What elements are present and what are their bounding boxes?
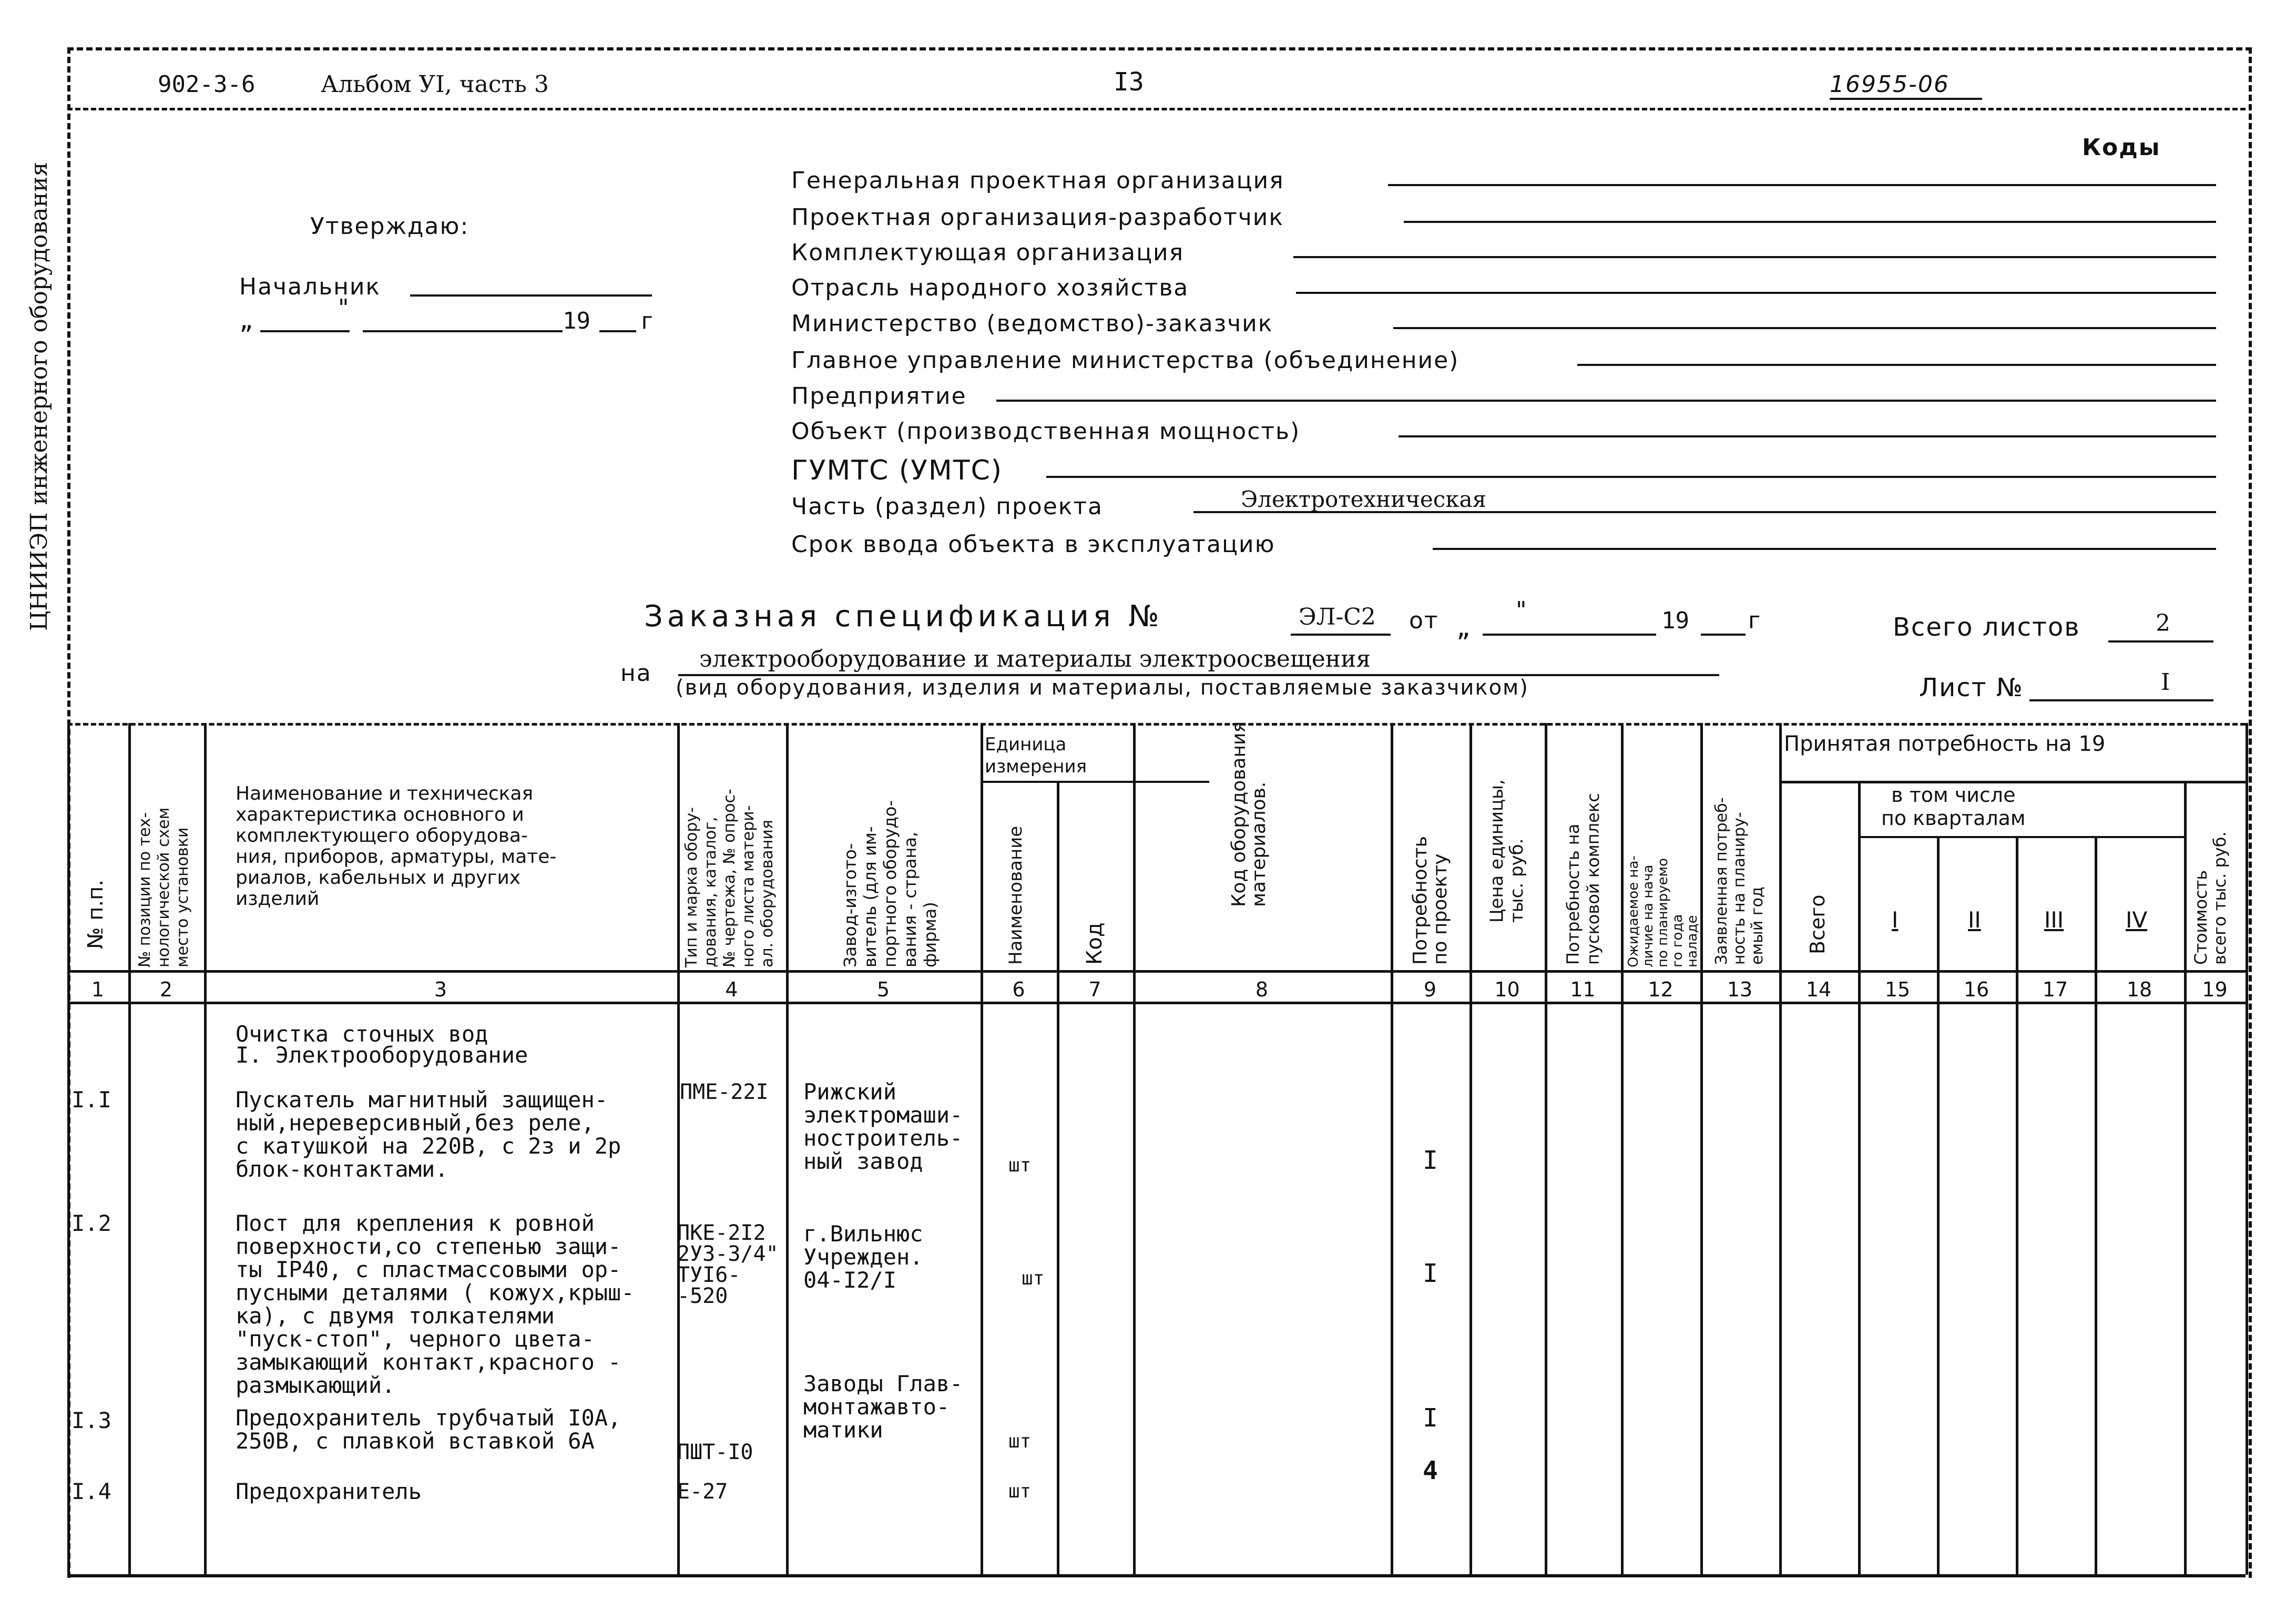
- table-top-line: [67, 723, 2246, 726]
- field-design-org: Проектная организация-разработчик: [791, 204, 1284, 231]
- col-number: 1: [91, 978, 105, 1001]
- col-number: 7: [1088, 978, 1101, 1001]
- approval-position: Начальник: [239, 273, 381, 300]
- approval-open-quote: „: [239, 308, 253, 334]
- doc-code: 902-3-6: [158, 71, 256, 98]
- row-number: I.I: [72, 1087, 111, 1113]
- header-q2: II: [1968, 907, 1981, 933]
- field-main-department: Главное управление министерства (объединение): [791, 347, 1460, 374]
- col-line: [204, 723, 207, 1575]
- field-general-org: Генеральная проектная организация: [791, 167, 1284, 194]
- field-supply-org: Комплектующая организация: [791, 239, 1185, 266]
- unit-group-line: [981, 781, 1209, 783]
- approval-title: Утверждаю:: [310, 213, 470, 240]
- header-accepted: Принятая потребность на 19: [1784, 732, 2106, 756]
- header-unit-code: Код: [1083, 922, 1107, 965]
- approval-year-line: [599, 330, 636, 332]
- total-sheets-line: [2108, 640, 2213, 643]
- field-line: [1296, 292, 2216, 294]
- specification-table: [67, 723, 2246, 1575]
- row-number: I.3: [72, 1408, 111, 1433]
- row-type: ПШТ-I0: [677, 1440, 753, 1464]
- row-name: Пост для крепления к ровной поверхности,со степенью защи- ты IP40, с пластмассовыми ор- пусными деталями ( кожух,крыш- ка), с двумя толкателями "пуск-стоп", черного цвета- замыкающий контакт,красного - размыкающий.: [236, 1210, 635, 1398]
- header-need-project: Потребность по проекту: [1410, 836, 1451, 965]
- col-number: 19: [2202, 978, 2228, 1001]
- col-number: 14: [1805, 978, 1832, 1001]
- col-line: [128, 723, 131, 1575]
- col-line: [1391, 723, 1393, 1575]
- row-name: Предохранитель: [236, 1479, 422, 1504]
- row-unit: шт: [1008, 1481, 1032, 1502]
- side-organization-label: ЦНИИЭП инженерного оборудования: [26, 161, 53, 631]
- field-line: [1393, 327, 2216, 329]
- header-q4: IV: [2126, 907, 2148, 933]
- col-number: 15: [1884, 978, 1911, 1001]
- header-equipment-code: Код оборудования материалов.: [1228, 721, 1270, 907]
- header-type: Тип и марка обору- дования, каталог, № чертежа, № опрос- ного листа матери- ал. оборудования: [682, 789, 777, 967]
- spec-close-quote: ": [1514, 597, 1528, 624]
- row-qty: I: [1423, 1403, 1438, 1433]
- col-line: [2016, 836, 2018, 1575]
- col-line: [1858, 781, 1861, 1575]
- header-q3: III: [2044, 907, 2064, 933]
- spec-open-quote: „: [1456, 615, 1471, 642]
- col-number: 17: [2042, 978, 2068, 1001]
- col-line: [1779, 723, 1782, 1575]
- col-line: [1545, 723, 1547, 1575]
- spec-year-suffix: г: [1748, 607, 1762, 634]
- approval-close-quote: ": [336, 294, 351, 321]
- col-line: [1470, 723, 1472, 1575]
- header-divider: [67, 108, 2246, 110]
- header-quarters-group: в том числе по кварталам: [1881, 783, 2026, 830]
- header-expected: Ожидаемое на- личие на нача по планируемо го года наладе: [1626, 855, 1700, 967]
- approval-year-suffix: г: [640, 308, 655, 334]
- field-object: Объект (производственная мощность): [791, 418, 1301, 445]
- field-line: [1293, 256, 2216, 258]
- header-unit-group: Единица измерения: [985, 734, 1087, 777]
- col-line: [1700, 723, 1703, 1575]
- header-position: № позиции по тех- нологической схем место установки: [136, 807, 192, 967]
- field-line: [1404, 221, 2216, 223]
- col-line: [786, 723, 789, 1575]
- col-number: 13: [1727, 978, 1753, 1001]
- field-line: [1399, 435, 2216, 437]
- col-line: [2246, 723, 2248, 1575]
- spec-subject-caption: (вид оборудования, изделия и материалы, поставляемые заказчиком): [676, 676, 1529, 700]
- approval-month-line: [363, 330, 563, 332]
- row-qty: 4: [1423, 1456, 1438, 1485]
- field-line: [996, 400, 2216, 402]
- row-number: I.2: [72, 1210, 111, 1236]
- approval-day-line: [260, 330, 350, 332]
- col-number: 2: [159, 978, 173, 1001]
- section-title: Очистка сточных вод: [236, 1021, 488, 1047]
- header-maker: Завод-изгото- витель (для им- портного оборудо- вания - страна, фирма): [840, 800, 940, 967]
- field-industry: Отрасль народного хозяйства: [791, 274, 1189, 301]
- col-number: 18: [2126, 978, 2152, 1001]
- col-line: [2184, 781, 2187, 1575]
- row-type: ПКЕ-2I2 2У3-3/4" ТУI6- -520: [677, 1221, 779, 1308]
- section-subtitle: I. Электрооборудование: [236, 1042, 528, 1068]
- col-line: [1621, 723, 1624, 1575]
- field-line: [1433, 548, 2216, 550]
- header-q1: I: [1892, 907, 1899, 933]
- header-launch-need: Потребность на пусковой комплекс: [1563, 793, 1603, 965]
- approval-year: 19: [563, 308, 590, 334]
- row-qty: I: [1423, 1146, 1438, 1175]
- row-unit: шт: [1008, 1155, 1032, 1176]
- row-type: ПМЕ-22I: [680, 1080, 769, 1104]
- spec-from-label: от: [1409, 607, 1439, 634]
- field-line: [1046, 476, 2216, 478]
- col-line: [1133, 723, 1136, 1575]
- doc-number: 16955-06: [1830, 71, 1982, 100]
- row-maker: Заводы Глав- монтажавто- матики: [803, 1371, 963, 1443]
- row-name: Предохранитель трубчатый I0А, 250В, с плавкой вставкой 6А: [236, 1405, 621, 1454]
- col-line: [2095, 836, 2097, 1575]
- header-unit-price: Цена единицы, тыс. руб.: [1486, 779, 1527, 923]
- row-maker: г.Вильнюс Учрежден. 04-I2/I: [803, 1221, 923, 1293]
- header-unit-name: Наименование: [1005, 825, 1026, 965]
- approval-signature-line: [410, 294, 652, 297]
- col-number: 3: [434, 978, 447, 1001]
- header-num: № п.п.: [84, 879, 108, 949]
- field-project-part: Часть (раздел) проекта: [791, 493, 1103, 520]
- spec-year: 19: [1661, 607, 1689, 634]
- row-unit: шт: [1008, 1431, 1032, 1452]
- col-line: [1057, 781, 1059, 1575]
- spec-date-line: [1483, 634, 1656, 636]
- col-number: 11: [1570, 978, 1596, 1001]
- spec-subject: электрооборудование и материалы электроосвещения: [699, 646, 1371, 672]
- field-ministry: Министерство (ведомство)-заказчик: [791, 310, 1273, 337]
- album-label: Альбом УI, часть 3: [321, 71, 549, 98]
- sheet-line: [2029, 699, 2213, 701]
- page-number: I3: [1114, 67, 1144, 97]
- spec-year-line: [1701, 634, 1746, 636]
- col-line: [1937, 836, 1940, 1575]
- header-bottom-line: [67, 970, 2246, 973]
- row-number: I.4: [72, 1479, 111, 1504]
- col-line: [67, 723, 70, 1575]
- quarters-group-line: [1858, 836, 2184, 838]
- field-line: [1577, 364, 2216, 366]
- field-gumts: ГУМТС (УМТС): [791, 455, 1003, 486]
- field-enterprise: Предприятие: [791, 383, 967, 410]
- col-number: 5: [876, 978, 890, 1001]
- header-cost: Стоимость всего тыс. руб.: [2191, 831, 2230, 965]
- total-sheets-label: Всего листов: [1893, 613, 2080, 642]
- row-name: Пускатель магнитный защищен- ный,нереверсивный,без реле, с катушкой на 220В, с 2з и 2р блок-контактами.: [236, 1087, 621, 1182]
- row-unit: шт: [1022, 1268, 1045, 1289]
- col-line: [981, 723, 983, 1575]
- spec-number: ЭЛ-С2: [1299, 604, 1376, 630]
- col-number: 6: [1012, 978, 1025, 1001]
- column-numbers-line: [67, 1002, 2246, 1004]
- sheet-label: Лист №: [1919, 673, 2024, 702]
- field-line: [1388, 184, 2216, 186]
- header-total: Всего: [1806, 894, 1829, 954]
- field-commission-date: Срок ввода объекта в эксплуатацию: [791, 531, 1275, 558]
- col-number: 4: [725, 978, 738, 1001]
- row-type: Е-27: [677, 1480, 728, 1504]
- spec-for-label: на: [620, 660, 652, 687]
- total-sheets-value: 2: [2156, 610, 2170, 637]
- spec-title: Заказная спецификация №: [644, 599, 1164, 634]
- row-qty: I: [1423, 1259, 1438, 1288]
- codes-label: Коды: [2082, 134, 2161, 161]
- col-number: 10: [1494, 978, 1520, 1001]
- sheet-value: I: [2161, 669, 2170, 696]
- header-declared: Заявленная потреб- ность на планиру- емый год: [1712, 797, 1767, 965]
- col-number: 8: [1255, 978, 1269, 1001]
- header-name: Наименование и техническая характеристика основного и комплектующего оборудова- ния, приборов, арматуры, мате- риалов, кабельных и других изделий: [236, 783, 557, 910]
- row-maker: Рижский электромаши- ностроитель- ный завод: [803, 1079, 963, 1174]
- col-number: 16: [1963, 978, 1989, 1001]
- field-project-part-value: Электротехническая: [1241, 486, 1487, 512]
- col-number: 12: [1648, 978, 1673, 1001]
- col-number: 9: [1423, 978, 1437, 1001]
- spec-number-line: [1291, 634, 1391, 636]
